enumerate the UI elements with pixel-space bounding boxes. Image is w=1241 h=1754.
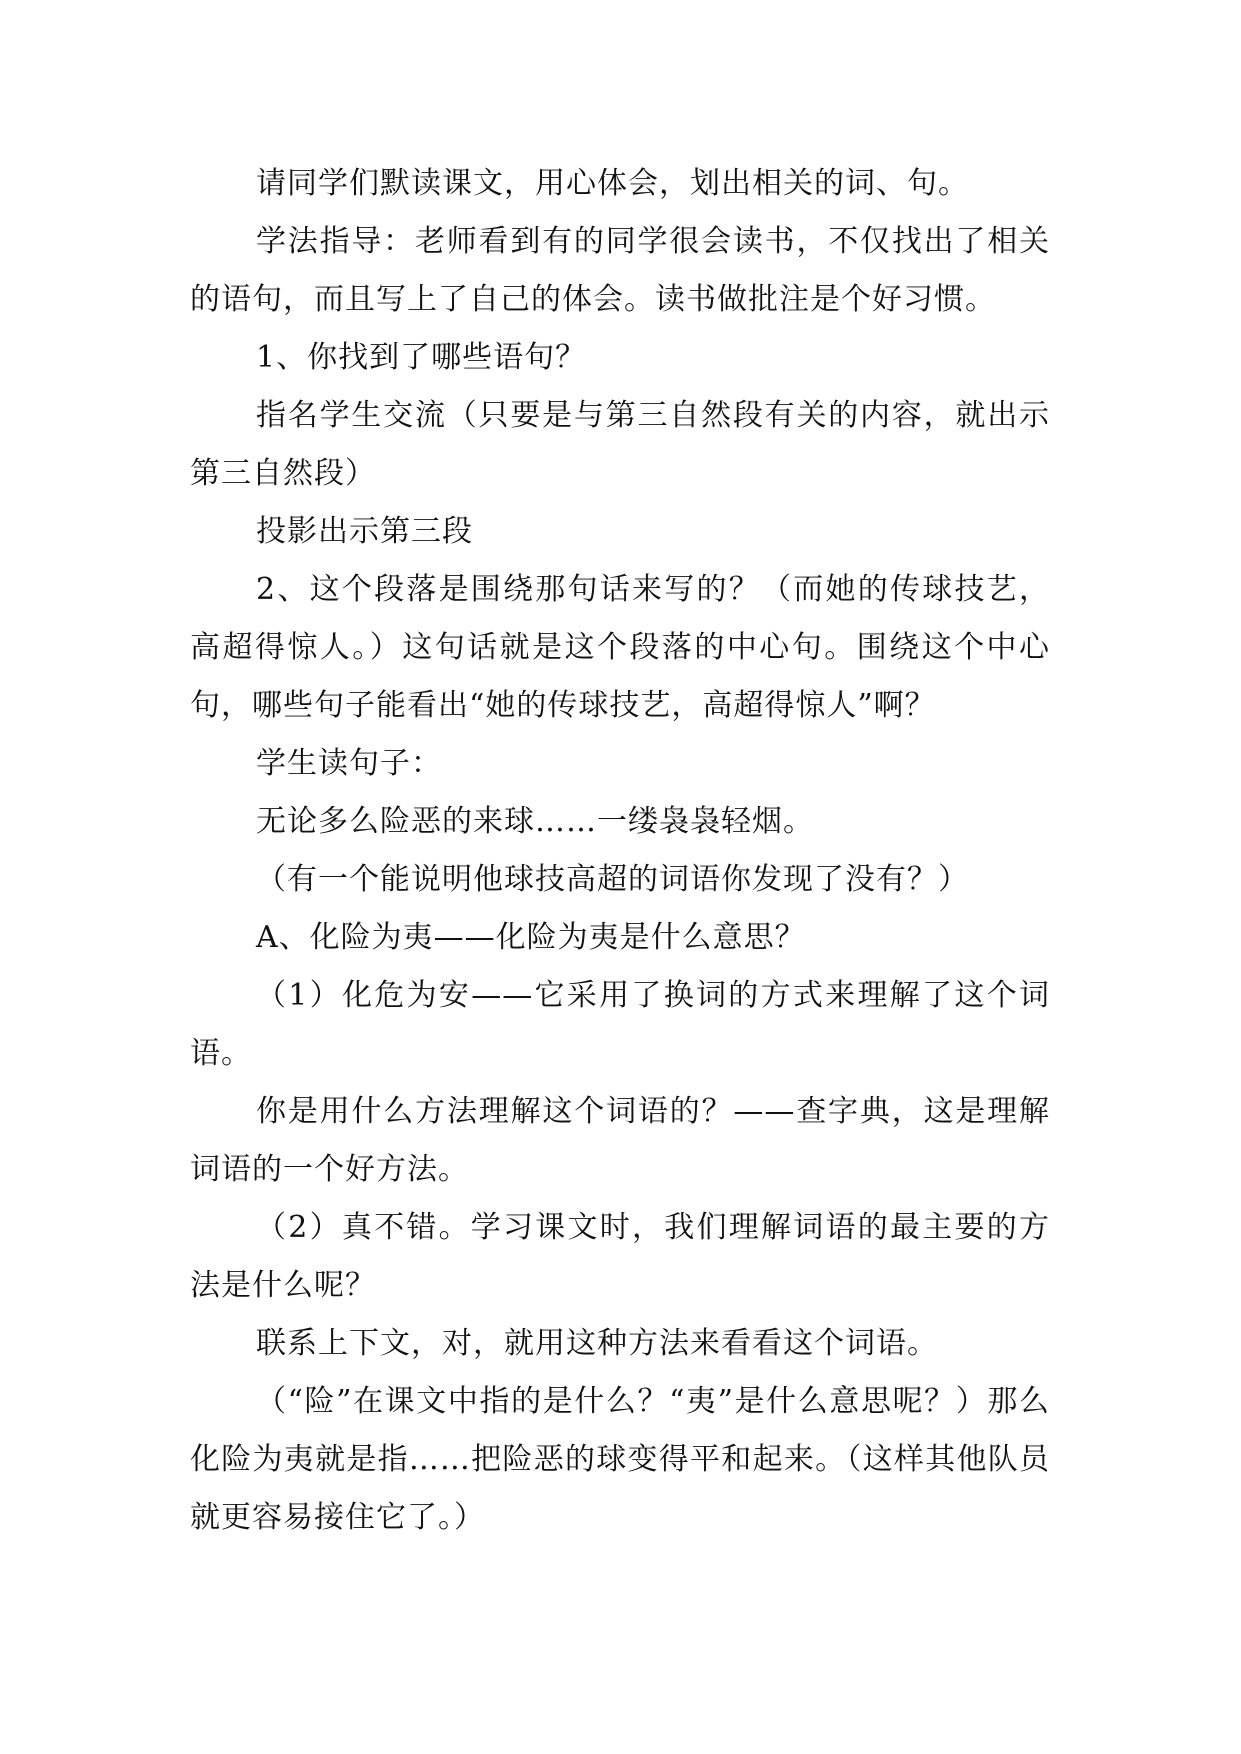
- paragraph-1: 请同学们默读课文，用心体会，划出相关的词、句。: [256, 166, 969, 201]
- paragraph-11: （1）化危为安——它采用了换词的方式来理解了这个词语。: [190, 978, 1050, 1071]
- paragraph-10: A、化险为夷——化险为夷是什么意思？: [256, 920, 806, 955]
- paragraph-6: 2、这个段落是围绕那句话来写的？（而她的传球技艺，高超得惊人。）这句话就是这个段落的中心句。围绕这个中心句，哪些句子能看出“她的传球技艺，高超得惊人”啊？: [190, 572, 1050, 723]
- paragraph-5: 投影出示第三段: [256, 514, 473, 549]
- paragraph-8: 无论多么险恶的来球……一缕袅袅轻烟。: [256, 804, 814, 839]
- paragraph-15: （“险”在课文中指的是什么？“夷”是什么意思呢？）那么化险为夷就是指……把险恶的球变得平和起来。（这样其他队员就更容易接住它了。）: [190, 1384, 1050, 1535]
- paragraph-13: （2）真不错。学习课文时，我们理解词语的最主要的方法是什么呢？: [190, 1210, 1050, 1303]
- paragraph-4: 指名学生交流（只要是与第三自然段有关的内容，就出示第三自然段）: [190, 398, 1050, 491]
- paragraph-9: （有一个能说明他球技高超的词语你发现了没有？）: [256, 862, 969, 897]
- paragraph-3: 1、你找到了哪些语句？: [256, 340, 587, 375]
- paragraph-2: 学法指导：老师看到有的同学很会读书，不仅找出了相关的语句，而且写上了自己的体会。读书做批注是个好习惯。: [190, 224, 1050, 317]
- document-body: [190, 155, 1050, 1547]
- paragraph-7: 学生读句子：: [256, 746, 442, 781]
- paragraph-12: 你是用什么方法理解这个词语的？——查字典，这是理解词语的一个好方法。: [190, 1094, 1050, 1187]
- paragraph-14: 联系上下文，对，就用这种方法来看看这个词语。: [256, 1326, 938, 1361]
